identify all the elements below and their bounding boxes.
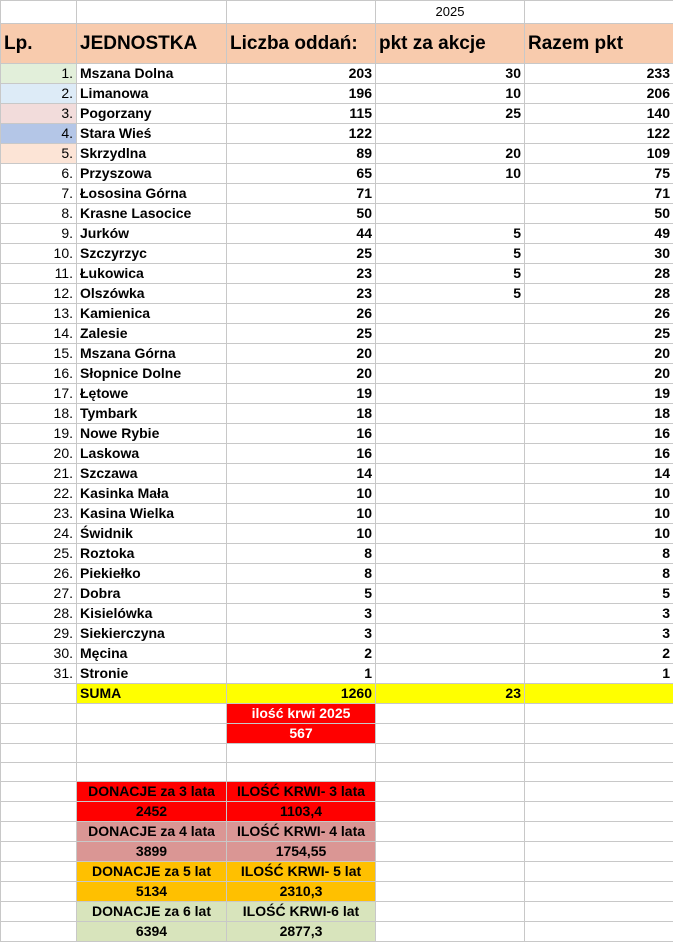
empty-cell[interactable] bbox=[525, 763, 673, 782]
row-total[interactable]: 49 bbox=[525, 224, 673, 244]
row-total[interactable]: 10 bbox=[525, 524, 673, 544]
table-row bbox=[1, 664, 673, 684]
blood-period-value[interactable]: 2310,3 bbox=[227, 882, 376, 902]
row-lp[interactable]: 26. bbox=[1, 564, 77, 584]
table-row bbox=[1, 604, 673, 624]
empty-cell[interactable] bbox=[1, 922, 77, 942]
donations-period-label[interactable]: DONACJE za 4 lata bbox=[77, 822, 227, 842]
empty-cell[interactable] bbox=[525, 902, 673, 922]
empty-cell[interactable] bbox=[525, 744, 673, 763]
table-row bbox=[1, 544, 673, 564]
row-donations[interactable]: 115 bbox=[227, 104, 376, 124]
row-points[interactable] bbox=[376, 384, 525, 404]
row-unit-name[interactable]: Jurków bbox=[77, 224, 227, 244]
table-row bbox=[1, 444, 673, 464]
row-total[interactable]: 18 bbox=[525, 404, 673, 424]
row-points[interactable] bbox=[376, 364, 525, 384]
row-unit-name[interactable]: Kasina Wielka bbox=[77, 504, 227, 524]
row-unit-name[interactable]: Nowe Rybie bbox=[77, 424, 227, 444]
table-row bbox=[1, 584, 673, 604]
row-donations[interactable]: 20 bbox=[227, 364, 376, 384]
row-unit-name[interactable]: Łętowe bbox=[77, 384, 227, 404]
row-lp[interactable]: 13. bbox=[1, 304, 77, 324]
row-lp[interactable]: 20. bbox=[1, 444, 77, 464]
table-row bbox=[1, 64, 673, 84]
empty-cell[interactable] bbox=[1, 842, 77, 862]
donations-period-value[interactable]: 2452 bbox=[77, 802, 227, 822]
row-unit-name[interactable]: Limanowa bbox=[77, 84, 227, 104]
row-donations[interactable]: 196 bbox=[227, 84, 376, 104]
row-donations[interactable]: 10 bbox=[227, 484, 376, 504]
empty-cell[interactable] bbox=[1, 862, 77, 882]
row-total[interactable]: 20 bbox=[525, 344, 673, 364]
row-points[interactable] bbox=[376, 564, 525, 584]
row-lp[interactable]: 29. bbox=[1, 624, 77, 644]
row-lp[interactable]: 27. bbox=[1, 584, 77, 604]
empty-cell[interactable] bbox=[227, 763, 376, 782]
summary-label-row bbox=[1, 822, 673, 842]
row-unit-name[interactable]: Piekiełko bbox=[77, 564, 227, 584]
row-total[interactable]: 71 bbox=[525, 184, 673, 204]
empty-cell[interactable] bbox=[525, 842, 673, 862]
row-lp[interactable]: 9. bbox=[1, 224, 77, 244]
spacer-row bbox=[1, 763, 673, 782]
row-total[interactable]: 50 bbox=[525, 204, 673, 224]
row-points[interactable]: 5 bbox=[376, 244, 525, 264]
row-unit-name[interactable]: Pogorzany bbox=[77, 104, 227, 124]
table-row bbox=[1, 504, 673, 524]
row-donations[interactable]: 8 bbox=[227, 564, 376, 584]
row-lp[interactable]: 16. bbox=[1, 364, 77, 384]
row-lp[interactable]: 14. bbox=[1, 324, 77, 344]
row-unit-name[interactable]: Zalesie bbox=[77, 324, 227, 344]
row-points[interactable]: 25 bbox=[376, 104, 525, 124]
row-lp[interactable]: 23. bbox=[1, 504, 77, 524]
row-unit-name[interactable]: Stronie bbox=[77, 664, 227, 684]
row-donations[interactable]: 65 bbox=[227, 164, 376, 184]
empty-cell[interactable] bbox=[1, 882, 77, 902]
empty-cell[interactable] bbox=[376, 704, 525, 724]
row-points[interactable] bbox=[376, 324, 525, 344]
row-points[interactable] bbox=[376, 624, 525, 644]
empty-cell[interactable] bbox=[77, 763, 227, 782]
table-row bbox=[1, 564, 673, 584]
row-unit-name[interactable]: Stara Wieś bbox=[77, 124, 227, 144]
row-total[interactable]: 109 bbox=[525, 144, 673, 164]
row-donations[interactable]: 16 bbox=[227, 444, 376, 464]
row-lp[interactable]: 19. bbox=[1, 424, 77, 444]
row-donations[interactable]: 18 bbox=[227, 404, 376, 424]
summary-label-row bbox=[1, 902, 673, 922]
table-row bbox=[1, 624, 673, 644]
row-donations[interactable]: 122 bbox=[227, 124, 376, 144]
row-points[interactable]: 5 bbox=[376, 284, 525, 304]
row-donations[interactable]: 203 bbox=[227, 64, 376, 84]
row-total[interactable]: 233 bbox=[525, 64, 673, 84]
donations-period-label[interactable]: DONACJE za 6 lat bbox=[77, 902, 227, 922]
row-donations[interactable]: 3 bbox=[227, 604, 376, 624]
empty-cell[interactable] bbox=[376, 902, 525, 922]
row-unit-name[interactable]: Kamienica bbox=[77, 304, 227, 324]
row-total[interactable]: 1 bbox=[525, 664, 673, 684]
table-row bbox=[1, 84, 673, 104]
row-lp[interactable]: 7. bbox=[1, 184, 77, 204]
row-points[interactable] bbox=[376, 304, 525, 324]
row-donations[interactable]: 44 bbox=[227, 224, 376, 244]
row-total[interactable]: 25 bbox=[525, 324, 673, 344]
row-total[interactable]: 122 bbox=[525, 124, 673, 144]
row-lp[interactable]: 12. bbox=[1, 284, 77, 304]
sum-total-empty[interactable] bbox=[525, 684, 673, 704]
row-points[interactable] bbox=[376, 404, 525, 424]
blood-value-row bbox=[1, 724, 673, 744]
row-lp[interactable]: 4. bbox=[1, 124, 77, 144]
empty-cell[interactable] bbox=[525, 802, 673, 822]
table-row bbox=[1, 104, 673, 124]
empty-cell[interactable] bbox=[1, 822, 77, 842]
header-points-actions[interactable]: pkt za akcje bbox=[376, 24, 525, 64]
row-points[interactable] bbox=[376, 664, 525, 684]
table-row bbox=[1, 204, 673, 224]
table-row bbox=[1, 264, 673, 284]
row-lp[interactable]: 6. bbox=[1, 164, 77, 184]
row-donations[interactable]: 10 bbox=[227, 524, 376, 544]
table-row bbox=[1, 404, 673, 424]
empty-cell[interactable] bbox=[525, 704, 673, 724]
empty-cell[interactable] bbox=[376, 882, 525, 902]
summary-value-row bbox=[1, 842, 673, 862]
sum-points[interactable]: 23 bbox=[376, 684, 525, 704]
row-donations[interactable]: 2 bbox=[227, 644, 376, 664]
empty-cell[interactable] bbox=[376, 724, 525, 744]
blood-period-label[interactable]: ILOŚĆ KRWI- 4 lata bbox=[227, 822, 376, 842]
row-points[interactable]: 5 bbox=[376, 224, 525, 244]
header-unit[interactable]: JEDNOSTKA bbox=[77, 24, 227, 64]
blood-value[interactable]: 567 bbox=[227, 724, 376, 744]
empty-cell[interactable] bbox=[77, 724, 227, 744]
row-unit-name[interactable]: Przyszowa bbox=[77, 164, 227, 184]
row-points[interactable] bbox=[376, 184, 525, 204]
summary-label-row bbox=[1, 782, 673, 802]
header-total-points[interactable]: Razem pkt bbox=[525, 24, 673, 64]
row-lp[interactable]: 18. bbox=[1, 404, 77, 424]
row-total[interactable]: 20 bbox=[525, 364, 673, 384]
empty-cell[interactable] bbox=[1, 902, 77, 922]
row-unit-name[interactable]: Tymbark bbox=[77, 404, 227, 424]
row-points[interactable]: 10 bbox=[376, 84, 525, 104]
row-total[interactable]: 3 bbox=[525, 624, 673, 644]
row-unit-name[interactable]: Łukowica bbox=[77, 264, 227, 284]
empty-cell[interactable] bbox=[227, 744, 376, 763]
row-unit-name[interactable]: Dobra bbox=[77, 584, 227, 604]
row-donations[interactable]: 23 bbox=[227, 284, 376, 304]
row-points[interactable]: 20 bbox=[376, 144, 525, 164]
row-donations[interactable]: 71 bbox=[227, 184, 376, 204]
row-lp[interactable]: 17. bbox=[1, 384, 77, 404]
row-lp[interactable]: 31. bbox=[1, 664, 77, 684]
donations-period-label[interactable]: DONACJE za 3 lata bbox=[77, 782, 227, 802]
row-donations[interactable]: 23 bbox=[227, 264, 376, 284]
row-points[interactable] bbox=[376, 204, 525, 224]
table-row bbox=[1, 424, 673, 444]
row-lp[interactable]: 28. bbox=[1, 604, 77, 624]
row-points[interactable] bbox=[376, 644, 525, 664]
row-unit-name[interactable]: Mszana Górna bbox=[77, 344, 227, 364]
empty-cell[interactable] bbox=[376, 763, 525, 782]
row-donations[interactable]: 20 bbox=[227, 344, 376, 364]
row-points[interactable]: 30 bbox=[376, 64, 525, 84]
empty-cell[interactable] bbox=[376, 744, 525, 763]
empty-cell[interactable] bbox=[77, 744, 227, 763]
row-unit-name[interactable]: Łososina Górna bbox=[77, 184, 227, 204]
summary-value-row bbox=[1, 802, 673, 822]
table-row bbox=[1, 284, 673, 304]
row-total[interactable]: 16 bbox=[525, 424, 673, 444]
blood-period-label[interactable]: ILOŚĆ KRWI- 5 lat bbox=[227, 862, 376, 882]
row-donations[interactable]: 25 bbox=[227, 324, 376, 344]
table-row bbox=[1, 244, 673, 264]
row-total[interactable]: 140 bbox=[525, 104, 673, 124]
row-unit-name[interactable]: Szczawa bbox=[77, 464, 227, 484]
blood-period-value[interactable]: 1754,55 bbox=[227, 842, 376, 862]
row-lp[interactable]: 22. bbox=[1, 484, 77, 504]
table-row bbox=[1, 464, 673, 484]
row-donations[interactable]: 1 bbox=[227, 664, 376, 684]
row-total[interactable]: 10 bbox=[525, 484, 673, 504]
row-unit-name[interactable]: Szczyrzyc bbox=[77, 244, 227, 264]
row-total[interactable]: 19 bbox=[525, 384, 673, 404]
row-lp[interactable]: 11. bbox=[1, 264, 77, 284]
row-donations[interactable]: 8 bbox=[227, 544, 376, 564]
table-row bbox=[1, 164, 673, 184]
empty-cell[interactable] bbox=[376, 822, 525, 842]
summary-value-row bbox=[1, 922, 673, 942]
row-total[interactable]: 206 bbox=[525, 84, 673, 104]
empty-cell[interactable] bbox=[525, 922, 673, 942]
year-row bbox=[1, 1, 673, 24]
row-unit-name[interactable]: Mszana Dolna bbox=[77, 64, 227, 84]
empty-cell[interactable] bbox=[525, 862, 673, 882]
row-total[interactable]: 2 bbox=[525, 644, 673, 664]
row-total[interactable]: 3 bbox=[525, 604, 673, 624]
summary-value-row bbox=[1, 882, 673, 902]
blood-label[interactable]: ilość krwi 2025 bbox=[227, 704, 376, 724]
row-unit-name[interactable]: Słopnice Dolne bbox=[77, 364, 227, 384]
row-total[interactable]: 8 bbox=[525, 564, 673, 584]
empty-cell[interactable] bbox=[1, 744, 77, 763]
blood-period-label[interactable]: ILOŚĆ KRWI-6 lat bbox=[227, 902, 376, 922]
table-row bbox=[1, 364, 673, 384]
empty-cell[interactable] bbox=[376, 922, 525, 942]
empty-cell[interactable] bbox=[376, 842, 525, 862]
row-points[interactable] bbox=[376, 464, 525, 484]
row-donations[interactable]: 89 bbox=[227, 144, 376, 164]
row-points[interactable] bbox=[376, 444, 525, 464]
row-total[interactable]: 5 bbox=[525, 584, 673, 604]
empty-cell[interactable] bbox=[525, 724, 673, 744]
row-lp[interactable]: 21. bbox=[1, 464, 77, 484]
table-row bbox=[1, 304, 673, 324]
blood-period-label[interactable]: ILOŚĆ KRWI- 3 lata bbox=[227, 782, 376, 802]
donations-period-value[interactable]: 6394 bbox=[77, 922, 227, 942]
empty-cell[interactable] bbox=[1, 704, 77, 724]
header-row bbox=[1, 24, 673, 64]
header-lp[interactable]: Lp. bbox=[1, 24, 77, 64]
empty-cell[interactable] bbox=[525, 782, 673, 802]
row-lp[interactable]: 2. bbox=[1, 84, 77, 104]
row-donations[interactable]: 25 bbox=[227, 244, 376, 264]
row-lp[interactable]: 15. bbox=[1, 344, 77, 364]
donations-period-value[interactable]: 5134 bbox=[77, 882, 227, 902]
table-row bbox=[1, 484, 673, 504]
row-lp[interactable]: 10. bbox=[1, 244, 77, 264]
header-donations[interactable]: Liczba oddań: bbox=[227, 24, 376, 64]
sum-row bbox=[1, 684, 673, 704]
row-points[interactable] bbox=[376, 504, 525, 524]
row-total[interactable]: 10 bbox=[525, 504, 673, 524]
table-row bbox=[1, 384, 673, 404]
row-donations[interactable]: 16 bbox=[227, 424, 376, 444]
empty-cell[interactable] bbox=[376, 862, 525, 882]
row-points[interactable] bbox=[376, 584, 525, 604]
empty-cell[interactable] bbox=[376, 802, 525, 822]
row-unit-name[interactable]: Olszówka bbox=[77, 284, 227, 304]
row-unit-name[interactable]: Siekierczyna bbox=[77, 624, 227, 644]
row-lp[interactable]: 3. bbox=[1, 104, 77, 124]
empty-cell[interactable] bbox=[1, 802, 77, 822]
row-lp[interactable]: 30. bbox=[1, 644, 77, 664]
empty-cell[interactable] bbox=[1, 724, 77, 744]
table-row bbox=[1, 644, 673, 664]
row-points[interactable]: 10 bbox=[376, 164, 525, 184]
row-points[interactable]: 5 bbox=[376, 264, 525, 284]
empty-cell[interactable] bbox=[525, 822, 673, 842]
row-unit-name[interactable]: Kasinka Mała bbox=[77, 484, 227, 504]
table-row bbox=[1, 184, 673, 204]
row-lp[interactable]: 24. bbox=[1, 524, 77, 544]
row-total[interactable]: 26 bbox=[525, 304, 673, 324]
blood-period-value[interactable]: 1103,4 bbox=[227, 802, 376, 822]
summary-label-row bbox=[1, 862, 673, 882]
row-total[interactable]: 28 bbox=[525, 284, 673, 304]
row-total[interactable]: 30 bbox=[525, 244, 673, 264]
row-points[interactable] bbox=[376, 544, 525, 564]
row-points[interactable] bbox=[376, 604, 525, 624]
row-donations[interactable]: 26 bbox=[227, 304, 376, 324]
row-unit-name[interactable]: Męcina bbox=[77, 644, 227, 664]
empty-cell[interactable] bbox=[1, 763, 77, 782]
row-points[interactable] bbox=[376, 524, 525, 544]
row-donations[interactable]: 14 bbox=[227, 464, 376, 484]
table-row bbox=[1, 324, 673, 344]
row-unit-name[interactable]: Skrzydlna bbox=[77, 144, 227, 164]
row-unit-name[interactable]: Roztoka bbox=[77, 544, 227, 564]
row-total[interactable]: 16 bbox=[525, 444, 673, 464]
table-row bbox=[1, 344, 673, 364]
row-total[interactable]: 75 bbox=[525, 164, 673, 184]
row-lp[interactable]: 8. bbox=[1, 204, 77, 224]
table-row bbox=[1, 124, 673, 144]
row-total[interactable]: 28 bbox=[525, 264, 673, 284]
empty-cell[interactable] bbox=[376, 782, 525, 802]
sum-label[interactable]: SUMA bbox=[77, 684, 227, 704]
donations-period-value[interactable]: 3899 bbox=[77, 842, 227, 862]
row-points[interactable] bbox=[376, 344, 525, 364]
row-unit-name[interactable]: Krasne Lasocice bbox=[77, 204, 227, 224]
row-unit-name[interactable]: Kisielówka bbox=[77, 604, 227, 624]
table-row bbox=[1, 224, 673, 244]
row-lp[interactable]: 1. bbox=[1, 64, 77, 84]
sum-donations[interactable]: 1260 bbox=[227, 684, 376, 704]
row-donations[interactable]: 3 bbox=[227, 624, 376, 644]
row-points[interactable] bbox=[376, 124, 525, 144]
table-row bbox=[1, 144, 673, 164]
row-points[interactable] bbox=[376, 484, 525, 504]
sum-empty-cell[interactable] bbox=[1, 684, 77, 704]
row-points[interactable] bbox=[376, 424, 525, 444]
year-label[interactable]: 2025 bbox=[376, 1, 525, 24]
empty-cell[interactable] bbox=[77, 704, 227, 724]
empty-cell[interactable] bbox=[1, 782, 77, 802]
row-donations[interactable]: 10 bbox=[227, 504, 376, 524]
spacer-row bbox=[1, 744, 673, 763]
row-lp[interactable]: 25. bbox=[1, 544, 77, 564]
row-total[interactable]: 8 bbox=[525, 544, 673, 564]
blood-label-row bbox=[1, 704, 673, 724]
table-row bbox=[1, 524, 673, 544]
donations-period-label[interactable]: DONACJE za 5 lat bbox=[77, 862, 227, 882]
blood-period-value[interactable]: 2877,3 bbox=[227, 922, 376, 942]
empty-cell[interactable] bbox=[525, 882, 673, 902]
row-unit-name[interactable]: Laskowa bbox=[77, 444, 227, 464]
row-lp[interactable]: 5. bbox=[1, 144, 77, 164]
row-donations[interactable]: 19 bbox=[227, 384, 376, 404]
row-total[interactable]: 14 bbox=[525, 464, 673, 484]
row-unit-name[interactable]: Świdnik bbox=[77, 524, 227, 544]
row-donations[interactable]: 5 bbox=[227, 584, 376, 604]
row-donations[interactable]: 50 bbox=[227, 204, 376, 224]
